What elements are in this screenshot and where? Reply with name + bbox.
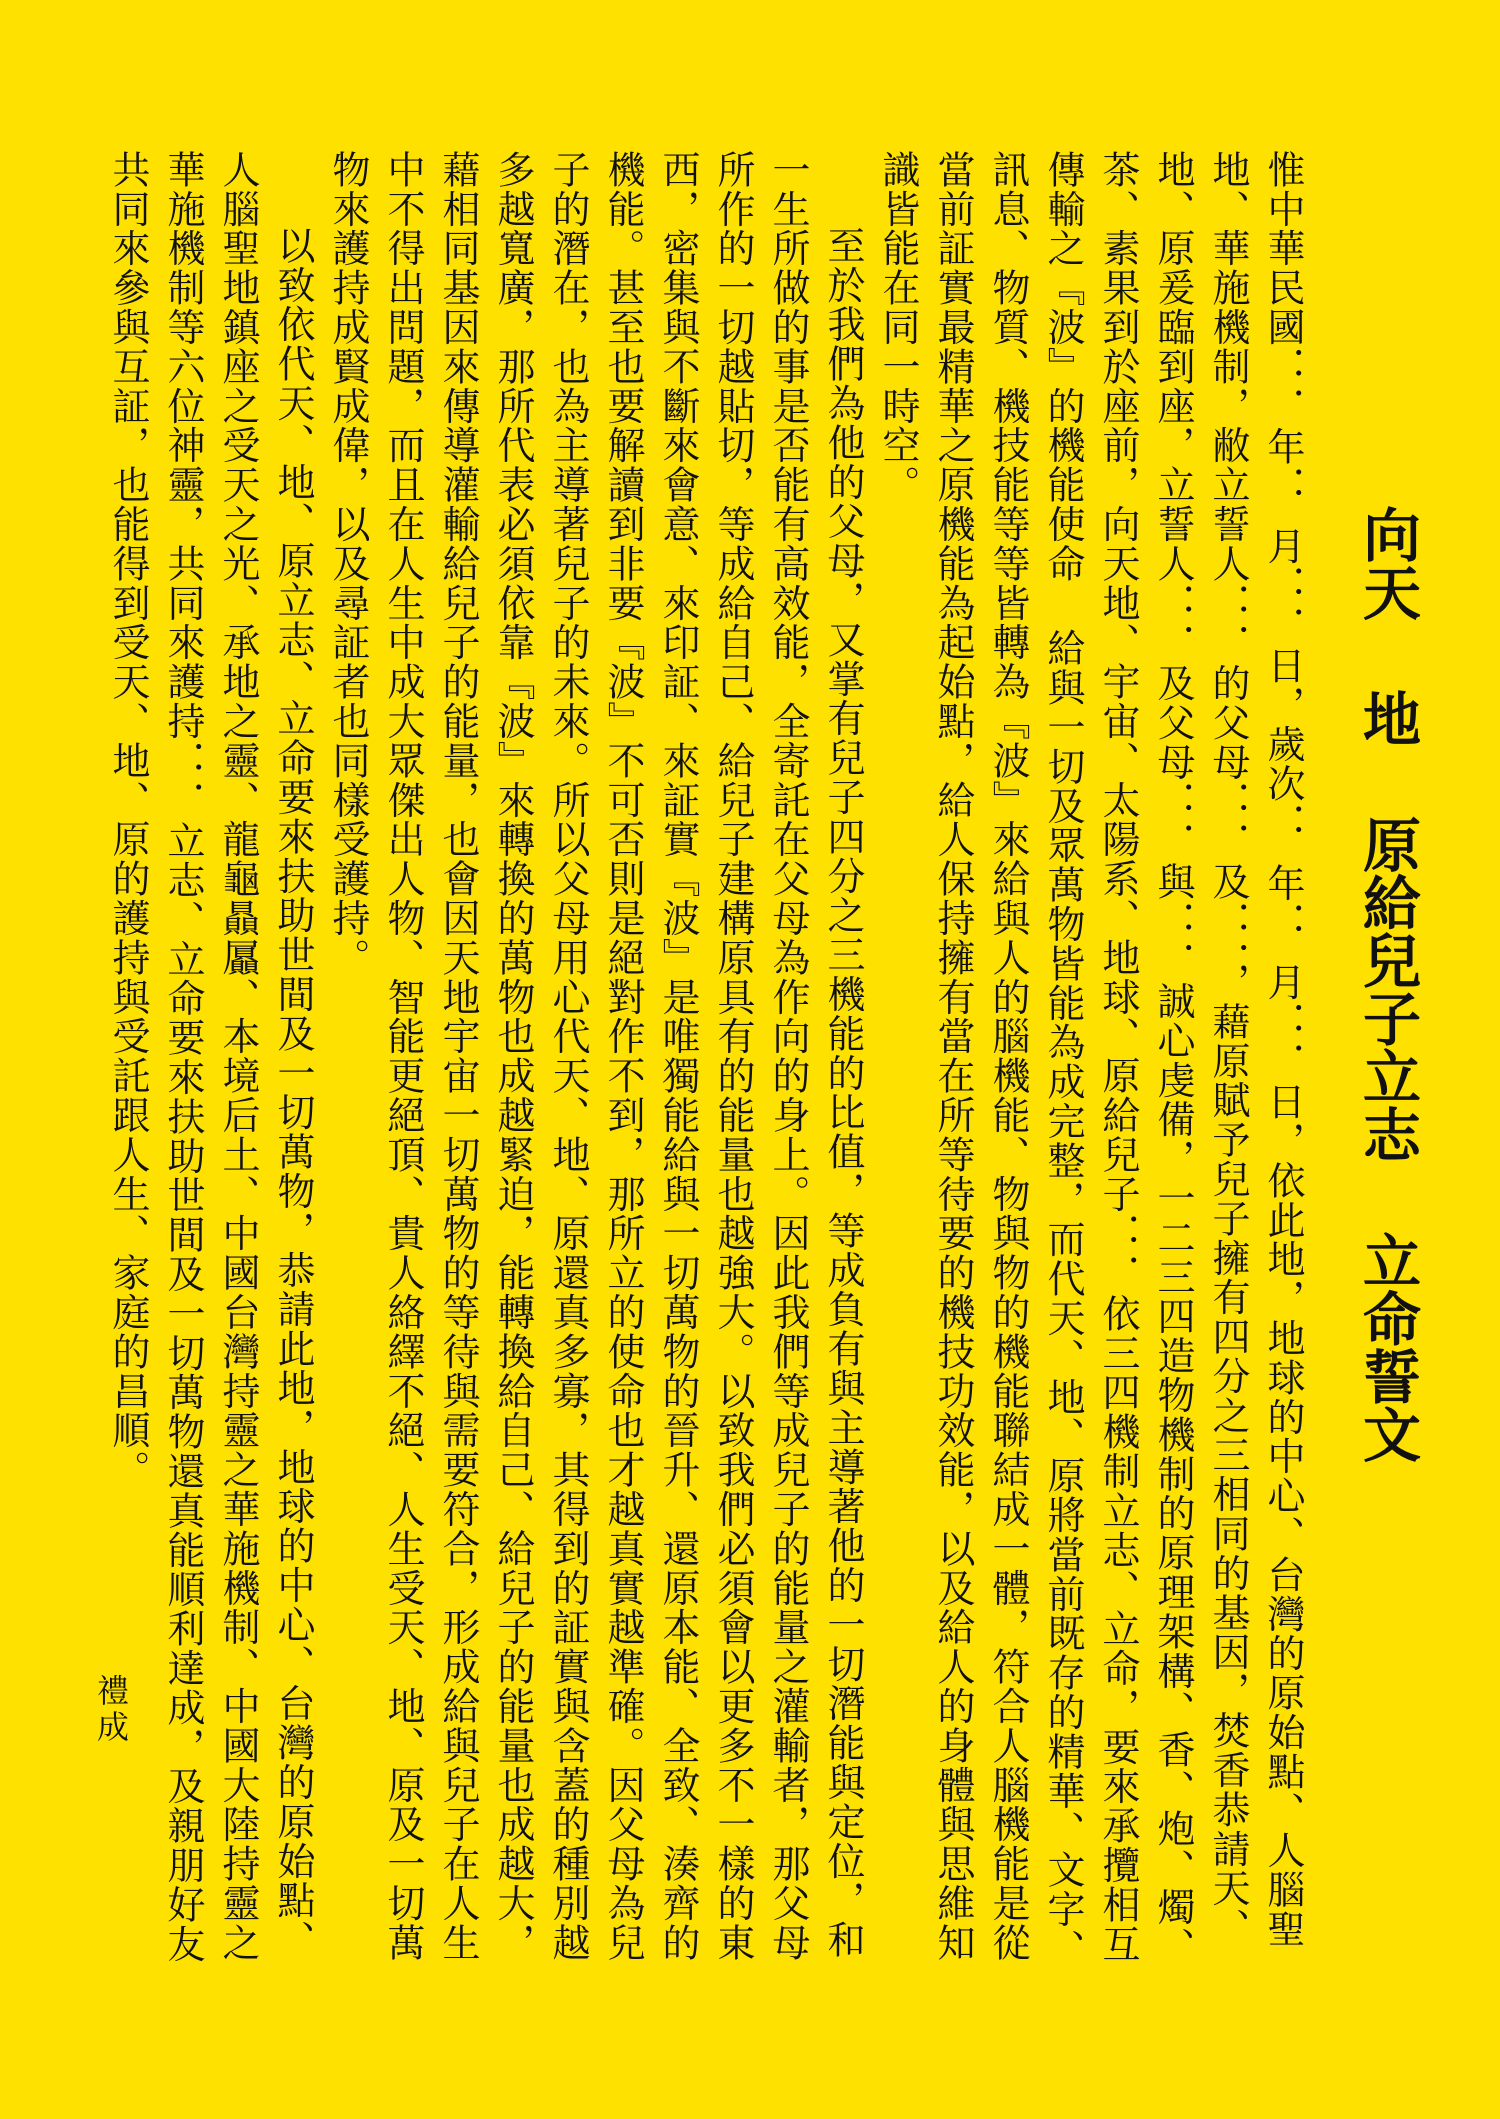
paragraph-3: 以致依代天、地、原立志、立命要來扶助世間及一切萬物，恭請此地，地球的中心、台灣的原始點、人腦聖地鎮座之受天之光、承地之靈、龍龜贔屭、本境后土、中國台灣持靈之華施機制、中國大陸持靈之華施機制等六位神靈，共同來護持．．．立志、立命要來扶助世間及一切萬物還真能順利達成，及親朋好友共同來參與互証，也能得到受天、地、原的護持與受託跟人生、家庭的昌順。 — [106, 150, 315, 1964]
document-body — [70, 150, 1310, 1970]
ceremony-closing-text: 禮成 — [92, 1674, 130, 1746]
document-title: 向天 地 原給兒子立志 立命誓文 — [1353, 505, 1421, 1463]
paragraph-1: 惟中華民國．．．年．．月．．．日，歲次．．年．．月．．．日，依此地，地球的中心、台灣的原始點、人腦聖地、華施機制，敝立誓人．．．的父母．．．及．．．，藉原賦予兒子擁有四分之三相同的基因，焚香恭請天、地、原爰臨到座，立誓人．．．及父母．．．與．．．誠心虔備，一二三四造物機制的原理架構、香、炮、燭、茶、素果到於座前，向天地、宇宙、太陽系、地球、原給兒子．．．依三四機制立志、立命，要來承攬相互傳輸之『波』的機能使命 給與一切及眾萬物皆能為成完整，而代天、地、原將當前既存的精華、文字、訊息、物質、機技能等等皆轉為『波』來給與人的腦機能、物與物的機能聯結成一體，符合人腦機能是從當前証實最精華之原機能為起始點，給人保持擁有當在所等待要的機技功效能，以及給人的身體與思維知識皆能在同一時空。 — [876, 150, 1305, 1969]
paragraph-2: 至於我們為他的父母，又掌有兒子四分之三機能的比值，等成負有與主導著他的一切潛能與定位，和一生所做的事是否能有高效能，全寄託在父母為作向的身上。因此我們等成兒子的能量之灌輸者，那父母所作的一切越貼切，等成給自己、給兒子建構原具有的能量也越強大。以致我們必須會以更多不一樣的東西，密集與不斷來會意、來印証、來証實『波』是唯獨能給與一切萬物的晉升、還原本能、全致、湊齊的機能。甚至也要解讀到非要『波』不可否則是絕對作不到，那所立的使命也才越真實越準確。因父母為兒子的潛在，也為主導著兒子的未來。所以父母用心代天、地、原還真多寡，其得到的証實與含蓋的種別越多越寬廣，那所代表必須依靠『波』來轉換的萬物也成越緊迫，能轉換給自己、給兒子的能量也成越大，藉相同基因來傳導灌輸給兒子的能量，也會因天地宇宙一切萬物的等待與需要符合，形成給與兒子在人生中不得出問題，而且在人生中成大眾傑出人物、智能更絕頂、貴人絡繹不絕、人生受天、地、原及一切萬物來護持成賢成偉，以及尋証者也同樣受護持。 — [326, 150, 865, 1963]
